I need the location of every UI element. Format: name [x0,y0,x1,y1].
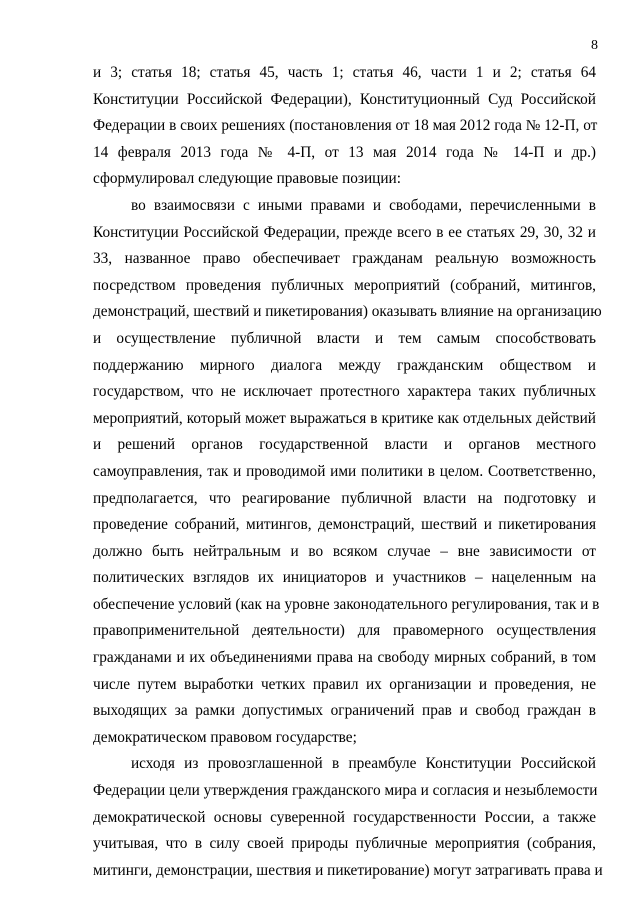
paragraph [93,193,602,751]
text-line: поддержанию мирного диалога между гражданским обществом и [93,356,596,374]
text-line: государством, что не исключает протестного характера таких публичных [93,383,596,401]
text-line: демократическом правовом государстве; [93,728,357,746]
text-line: и осуществление публичной власти и тем самым способствовать [93,329,596,347]
text-line: Федерации в своих решениях (постановления от 18 мая 2012 года № 12-П, от [93,117,598,135]
text-line: 14 февраля 2013 года № 4-П, от 13 мая 2014 года № 14-П и др.) [93,143,596,161]
text-line: проведение собраний, митингов, демонстраций, шествий и пикетирования [93,516,596,534]
text-line: и 3; статья 18; статья 45, часть 1; статья 46, части 1 и 2; статья 64 [93,64,596,81]
text-line: во взаимосвязи с иными правами и свободами, перечисленными в [131,196,596,214]
text-line: должно быть нейтральным и во всяком случае – вне зависимости от [93,542,596,560]
text-line: самоуправления, так и проводимой ими политики в целом. Соответственно, [93,462,596,480]
paragraph [93,751,603,884]
text-line: числе путем выработки четких правил их организации и проведения, не [93,675,596,693]
text-line: мероприятий, который может выражаться в критике как отдельных действий [93,409,596,427]
text-line: политических взглядов их инициаторов и участников – нацеленным на [93,569,596,587]
text-line: Федерации цели утверждения гражданского мира и согласия и незыблемости [93,782,598,800]
text-line: Конституции Российской Федерации, прежде всего в ее статьях 29, 30, 32 и [93,223,596,241]
text-line: сформулировал следующие правовые позиции: [93,170,401,188]
text-line: демонстраций, шествий и пикетирования) оказывать влияние на организацию [93,303,602,321]
text-line: исходя из провозглашенной в преамбуле Конституции Российской [131,755,596,773]
text-line: Конституции Российской Федерации), Конституционный Суд Российской [93,90,596,108]
text-line: учитывая, что в силу своей природы публичные мероприятия (собрания, [93,835,596,853]
text-line: гражданами и их объединениями права на свободу мирных собраний, в том [93,649,596,667]
document-body [93,60,603,884]
text-line: демократической основы суверенной государственности России, а также [93,808,596,826]
text-line: митинги, демонстрации, шествия и пикетирование) могут затрагивать права и [93,861,603,879]
text-line: и решений органов государственной власти и органов местного [93,436,596,454]
text-line: правоприменительной деятельности) для правомерного осуществления [93,622,596,640]
text-line: 33, названное право обеспечивает гражданам реальную возможность [93,250,596,268]
paragraph [93,60,596,193]
text-line: предполагается, что реагирование публичной власти на подготовку и [93,489,596,507]
page-number: 8 [591,38,598,53]
text-line: обеспечение условий (как на уровне законодательного регулирования, так и в [93,595,600,613]
text-line: выходящих за рамки допустимых ограничений прав и свобод граждан в [93,702,596,720]
text-line: посредством проведения публичных мероприятий (собраний, митингов, [93,276,596,294]
